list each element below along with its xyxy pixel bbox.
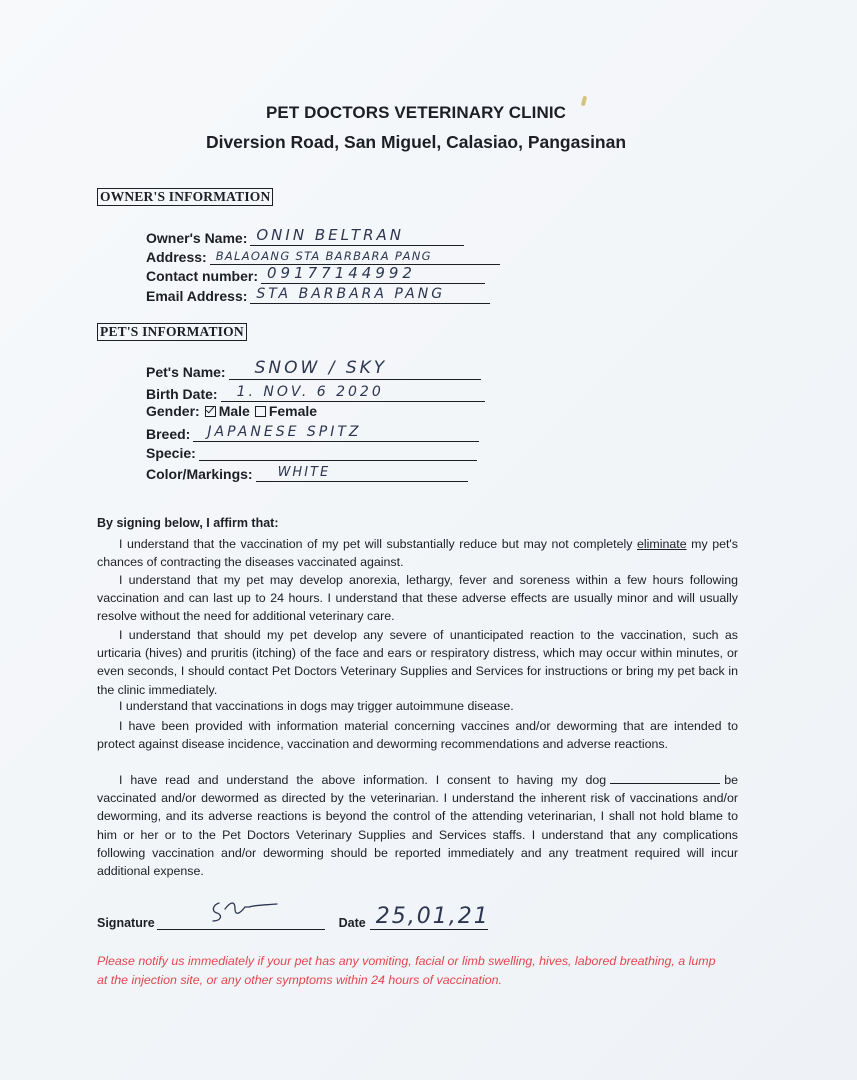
signature-row — [97, 903, 488, 930]
female-checkbox[interactable] — [255, 406, 266, 417]
specie-label: Specie: — [146, 445, 196, 461]
consent-paragraph-6 — [97, 771, 738, 880]
breed-label: Breed: — [146, 426, 191, 442]
birth-date-field[interactable] — [221, 382, 485, 402]
birth-date-value: 1. NOV. 6 2020 — [236, 384, 384, 400]
date-field[interactable] — [370, 903, 488, 930]
consent-paragraph-1 — [97, 535, 738, 571]
specie-field[interactable] — [199, 441, 477, 461]
breed-row — [146, 422, 479, 442]
dog-name-blank[interactable] — [610, 772, 720, 784]
specie-row — [146, 441, 477, 461]
consent-paragraph-2: I understand that my pet may develop anorexia, lethargy, fever and soreness within a few hours following vaccination and can last up to 24 hours. I understand that these adverse effects are usually minor and will usually resolve without the need for additional veterinary care. — [97, 573, 738, 624]
email-label: Email Address: — [146, 288, 248, 304]
birth-date-row — [146, 382, 485, 402]
contact-field[interactable] — [261, 264, 485, 284]
breed-field[interactable] — [193, 422, 479, 442]
contact-label: Contact number: — [146, 268, 258, 284]
owner-name-row — [146, 226, 464, 246]
color-row — [146, 462, 468, 482]
owner-email-row — [146, 284, 490, 304]
affirm-heading: By signing below, I affirm that: — [97, 516, 279, 530]
p1-underlined-word: eliminate — [637, 537, 687, 551]
owner-address-label: Address: — [146, 249, 207, 265]
color-label: Color/Markings: — [146, 466, 253, 482]
male-checkbox[interactable] — [205, 406, 216, 417]
owner-name-field[interactable] — [250, 226, 464, 246]
signature-field[interactable] — [157, 903, 325, 930]
consent-paragraph-5: I have been provided with information material concerning vaccines and/or deworming that are intended to protect against disease incidence, vaccination and deworming recommendations and adverse reactions. — [97, 719, 738, 752]
clinic-address: Diversion Road, San Miguel, Calasiao, Pangasinan — [205, 132, 627, 152]
p1-text-before: I understand that the vaccination of my pet will substantially reduce but may not completely — [119, 537, 637, 551]
consent-paragraph-3: I understand that should my pet develop any severe of unanticipated reaction to the vaccination, such as urticaria (hives) and pruritis (itching) of the face and ears or respiratory distress, which may occur within minutes, or even seconds, I should contact Pet Doctors Veterinary Supplies and Services for instructions or bring my pet back in the clinic immediately. — [97, 628, 738, 697]
owner-address-field[interactable] — [210, 245, 500, 265]
gender-row — [146, 403, 317, 419]
owner-section-title: OWNER'S INFORMATION — [97, 188, 273, 206]
date-value: 25,01,21 — [375, 904, 490, 929]
color-field[interactable] — [256, 462, 468, 482]
owner-address-row — [146, 245, 500, 265]
pet-name-label: Pet's Name: — [146, 364, 226, 380]
email-field[interactable] — [250, 284, 490, 304]
clinic-name: PET DOCTORS VETERINARY CLINIC — [265, 103, 567, 122]
pet-name-field[interactable] — [229, 360, 481, 380]
male-label: Male — [218, 403, 250, 419]
email-value: STA BARBARA PANG — [256, 286, 446, 302]
female-label: Female — [268, 403, 318, 419]
signature-label: Signature — [97, 916, 155, 930]
p6-text-before: I have read and understand the above information. I consent to having my dog — [119, 773, 607, 787]
owner-name-value: ONIN BELTRAN — [256, 226, 404, 244]
owner-name-label: Owner's Name: — [146, 230, 248, 246]
color-value: WHITE — [277, 465, 331, 480]
owner-contact-row — [146, 264, 485, 284]
p1-text-after: my pet's chances of contracting the diseases vaccinated against. — [97, 537, 738, 570]
pet-name-value: SNOW / SKY — [254, 358, 388, 378]
breed-value: JAPANESE SPITZ — [207, 424, 362, 440]
p6-text-after: be vaccinated and/or dewormed as directed by the veterinarian. I understand the inherent risk of vaccinations and/or deworming, and its adverse reactions is beyond the control of the attending veterinarian, I shall not hold blame to him or her or to the Pet Doctors Veterinary Supplies and Services staffs. I understand that any complications following vaccination and/or deworming should be reported immediately and any treatment required will incur additional expense. — [97, 773, 738, 879]
pet-section-title: PET'S INFORMATION — [97, 323, 247, 341]
pet-name-row — [146, 360, 481, 380]
gender-label: Gender: — [146, 403, 200, 419]
birth-date-label: Birth Date: — [146, 386, 218, 402]
vaccination-notice: Please notify us immediately if your pet has any vomiting, facial or limb swelling, hives, labored breathing, a lump at the injection site, or any other symptoms within 24 hours of vaccination. — [97, 954, 716, 987]
handwritten-signature — [205, 895, 285, 925]
date-label: Date — [338, 916, 366, 930]
owner-address-value: BALAOANG STA BARBARA PANG — [215, 249, 432, 263]
contact-value: 09177144992 — [267, 264, 416, 282]
consent-paragraph-4: I understand that vaccinations in dogs may trigger autoimmune disease. — [119, 699, 514, 713]
